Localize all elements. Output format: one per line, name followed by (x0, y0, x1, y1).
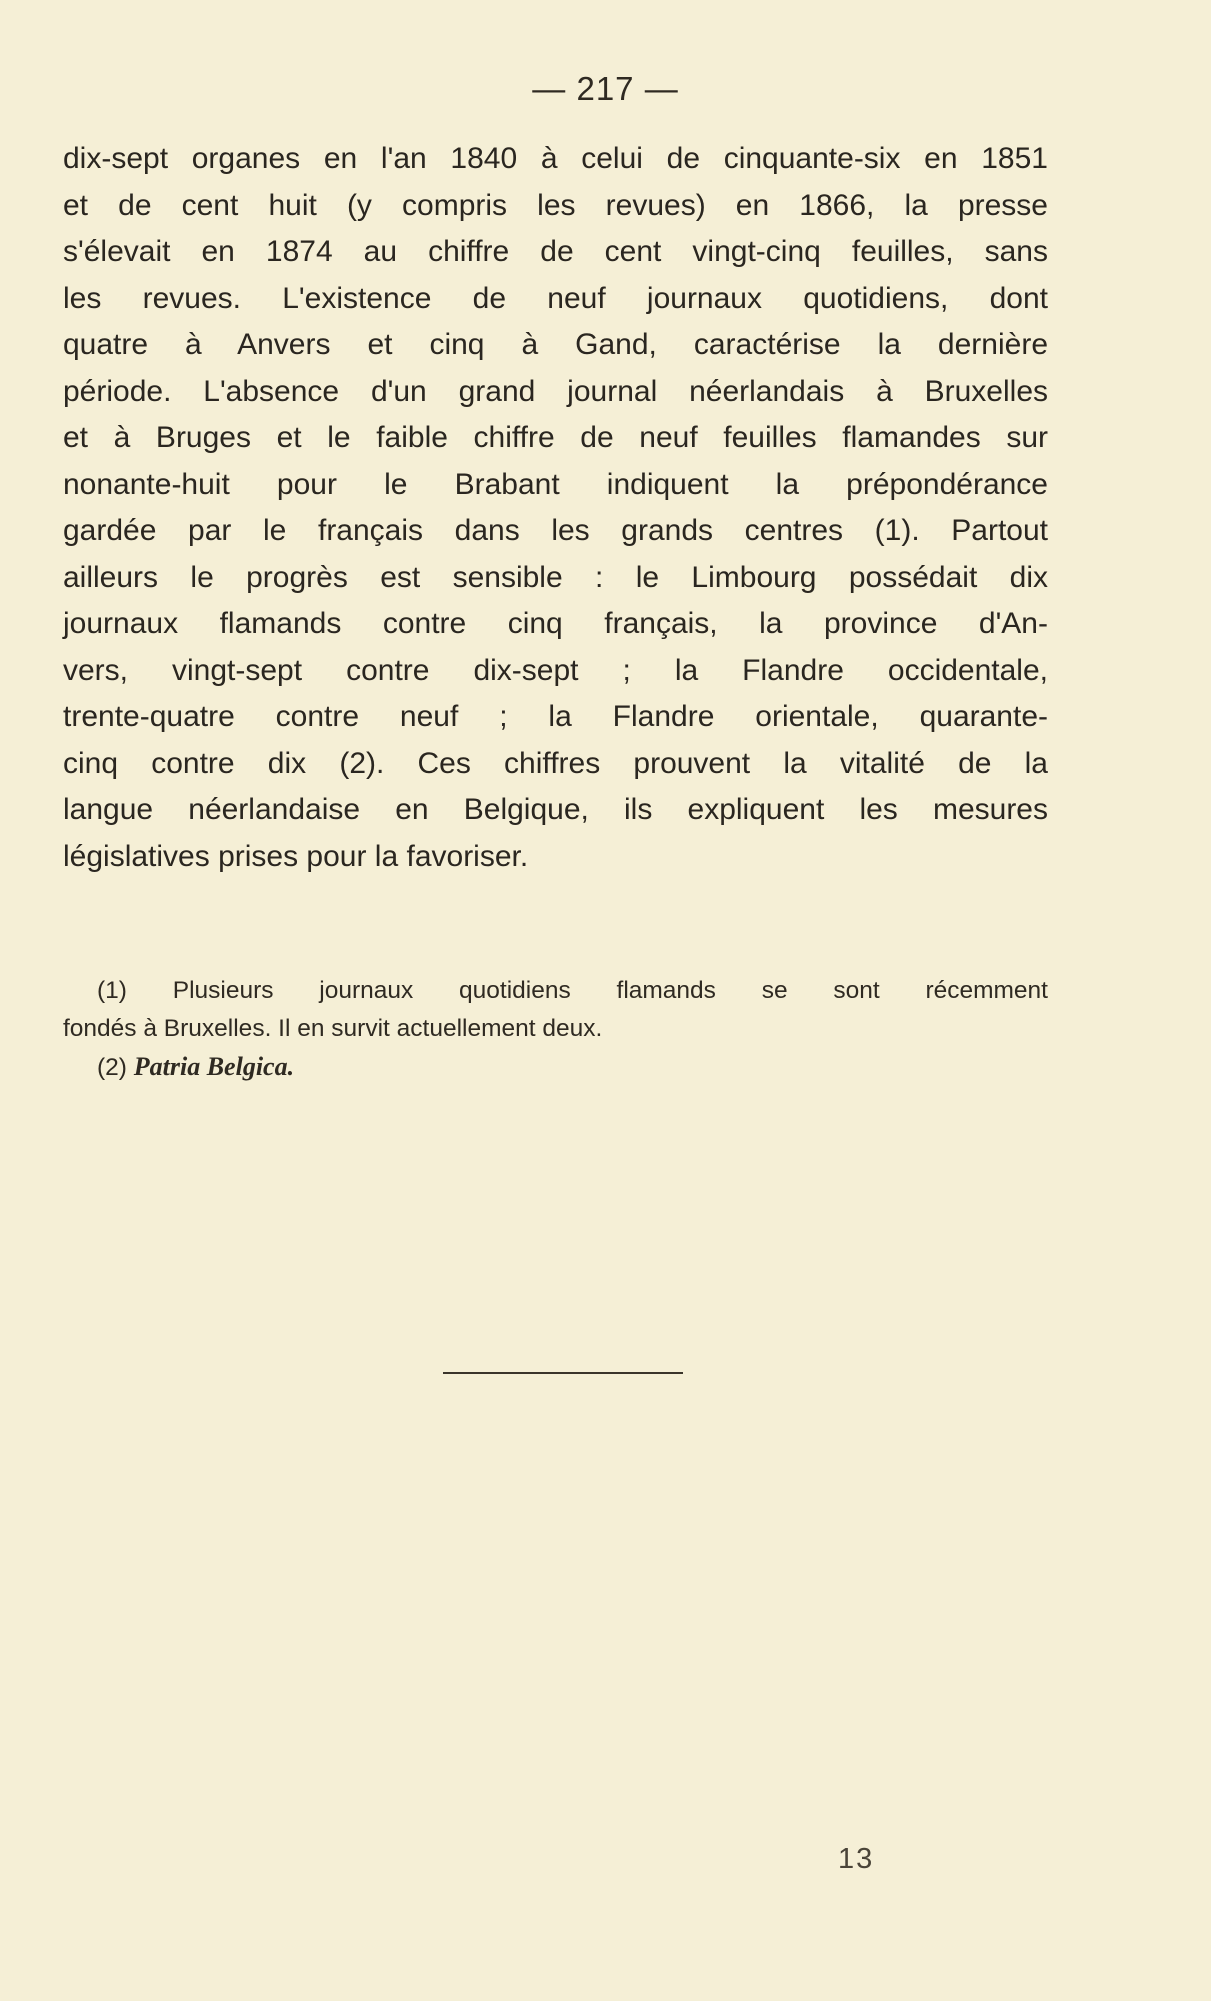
body-line: nonante-huit pour le Brabant indiquent la prépondérance (63, 467, 1048, 501)
footnotes (63, 972, 1048, 1087)
body-line: journaux flamands contre cinq français, la province d'An- (63, 607, 1048, 640)
body-line: cinq contre dix (2). Ces chiffres prouvent la vitalité de la (63, 746, 1048, 780)
body-line: ailleurs le progrès est sensible : le Limbourg possédait dix (63, 560, 1048, 594)
footnote-1-line-1: (1) Plusieurs journaux quotidiens flamands se sont récemment (97, 977, 1048, 1004)
body-line: trente-quatre contre neuf ; la Flandre orientale, quarante- (63, 700, 1048, 733)
body-line: gardée par le français dans les grands centres (1). Partout (63, 514, 1048, 547)
body-line: langue néerlandaise en Belgique, ils expliquent les mesures (63, 793, 1048, 826)
body-line: quatre à Anvers et cinq à Gand, caractérise la dernière (63, 328, 1048, 361)
footnote-2 (63, 1048, 1048, 1087)
page-number: — 217 — (532, 70, 679, 107)
end-rule (443, 1372, 683, 1374)
footnote-2-title: Patria Belgica. (133, 1052, 295, 1081)
body-line: s'élevait en 1874 au chiffre de cent vingt-cinq feuilles, sans (63, 235, 1048, 268)
footnote-1-line-2: fondés à Bruxelles. Il en survit actuellement deux. (63, 1015, 603, 1042)
body-line: législatives prises pour la favoriser. (63, 839, 529, 873)
body-line: période. L'absence d'un grand journal néerlandais à Bruxelles (63, 374, 1048, 408)
body-line: et de cent huit (y compris les revues) en 1866, la presse (63, 188, 1048, 222)
body-line: vers, vingt-sept contre dix-sept ; la Flandre occidentale, (63, 653, 1048, 687)
footnote-2-marker: (2) (97, 1054, 127, 1081)
signature-mark: 13 (838, 1843, 875, 1875)
body-paragraph (63, 136, 1048, 880)
body-line: les revues. L'existence de neuf journaux quotidiens, dont (63, 281, 1048, 315)
body-line: dix-sept organes en l'an 1840 à celui de cinquante-six en 1851 (63, 142, 1048, 175)
body-line: et à Bruges et le faible chiffre de neuf feuilles flamandes sur (63, 421, 1048, 454)
